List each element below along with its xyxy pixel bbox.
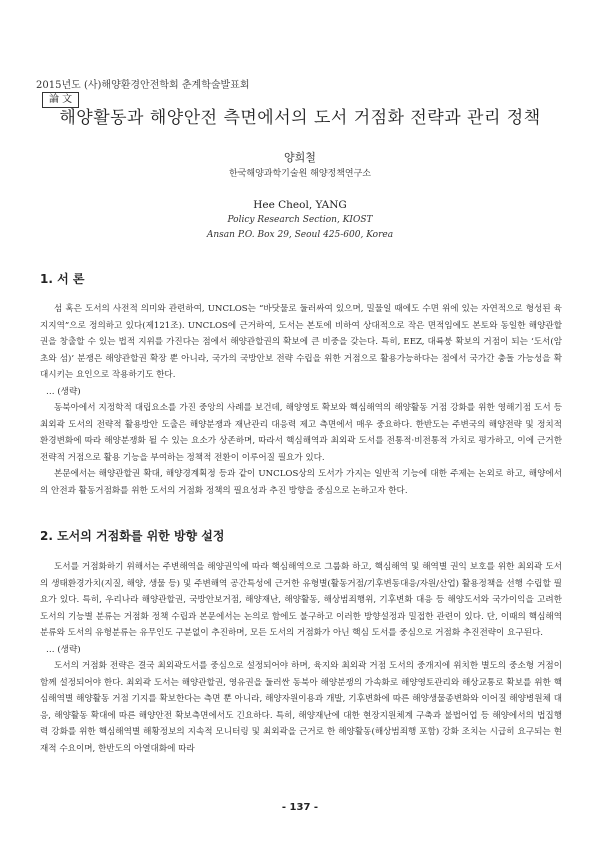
omission-note: … (생략) xyxy=(46,644,81,655)
author-name-ko: 양희철 xyxy=(284,151,316,164)
paper-type-badge: 論 文 xyxy=(42,92,79,108)
paper-title: 해양활동과 해양안전 측면에서의 도서 거점화 전략과 관리 정책 xyxy=(59,108,541,128)
author-affiliation-en-2: Ansan P.O. Box 29, Seoul 425-600, Korea xyxy=(206,230,394,240)
paragraph: 동북아에서 지정학적 대립요소를 가진 중앙의 사례를 보건데, 해양영토 확보와 핵심해역의 해양활동 거점 강화를 위한 영해기점 도서 등 최외곽 도서의 전략적 활용방안 도출은 해양분쟁과 재난관리 대응력 제고 측면에서 매우 중요하다. 한반도는 주변국의 해양전략 및 정치적 환경변화에 따라 해양분쟁화 될 수 있는 요소가 상존하며, 따라서 핵심해역과 최외곽 도서를 전통적·비전통적 가치로 평가하고, 이에 근거한 전략적 거점으로 활용 기능을 부여하는 정책적 전환이 이루어질 필요가 있다. xyxy=(40,403,562,463)
section-body-introduction xyxy=(40,301,562,499)
section-heading-direction: 2. 도서의 거점화를 위한 방향 설정 xyxy=(40,529,225,543)
conference-header: 2015년도 (사)해양환경안전학회 춘계학술발표회 xyxy=(36,80,250,91)
author-name-en: Hee Cheol, YANG xyxy=(253,199,347,211)
author-affiliation-en-1: Policy Research Section, KIOST xyxy=(227,215,373,225)
omission-note: … (생략) xyxy=(46,386,81,397)
paragraph: 섬 혹은 도서의 사전적 의미와 관련하여, UNCLOS는 “바닷물로 둘러싸여 있으며, 밀물일 때에도 수면 위에 있는 자연적으로 형성된 육지지역”으로 정의하고 있다(제121조). UNCLOS에 근거하여, 도서는 본토에 비하여 상대적으로 작은 면적임에도 본토와 동일한 해양관할권을 창출할 수 있는 법적 지위를 가진다는 점에서 해양관할권의 확보에 큰 비중을 갖는다. 특히, EEZ, 대륙붕 확보의 거점이 되는 ‘도서(암초와 섬)’ 분쟁은 해양관할권 확장 뿐 아니라, 국가의 국방안보 전략 수립을 위한 거점으로 활용가능하다는 점에서 국가간 충돌 가능성을 확대시키는 요인으로 작용하기도 한다. xyxy=(40,304,562,380)
section-body-direction xyxy=(40,559,562,757)
paragraph: 본문에서는 해양관할권 확대, 해양경계획정 등과 같이 UNCLOS상의 도서가 가지는 일반적 기능에 대한 주제는 논외로 하고, 해양에서의 안전과 활동거점화를 위한 도서의 거점화 정책의 필요성과 추진 방향을 중심으로 논하고자 한다. xyxy=(40,469,562,496)
paragraph: 도서의 거점화 전략은 결국 최외곽도서를 중심으로 설정되어야 하며, 육지와 최외곽 거점 도서의 중개지에 위치한 별도의 중소형 거점이 함께 설정되어야 한다. 최외곽 도서는 해양관할권, 영유권을 둘러싼 동북아 해양분쟁의 가속화로 해양영토관리와 해상교통로 확보를 위한 핵심해역별 해양활동 거점 기지를 확보한다는 측면 뿐 아니라, 해양자원이용과 개발, 기후변화에 따른 해양생물종변화와 이어질 해양병원체 대응, 해양활동 확대에 따른 해양안전 확보측면에서도 긴요하다. 특히, 해양재난에 대한 현장지원체계 구축과 불법어업 등 해양에서의 법집행력 강화를 위한 핵심해역별 해황정보의 지속적 모니터링 및 최외곽을 근거로 한 해양활동(해상범죄행 포함) 강화 조치는 시급히 요구되는 현재적 수요이며, 한반도의 아열대화에 따라 xyxy=(40,661,562,754)
section-heading-introduction: 1. 서 론 xyxy=(40,272,85,286)
page-number: - 137 - xyxy=(281,802,319,813)
author-affiliation-ko: 한국해양과학기술원 해양정책연구소 xyxy=(229,169,371,179)
paragraph: 도서를 거점화하기 위해서는 주변해역을 해양권익에 따라 핵심해역으로 그룹화 하고, 핵심해역 및 해역별 권익 보호를 위한 최외곽 도서의 생태환경가치(지질, 해양, 생물 등) 및 주변해역 공간특성에 근거한 유형별(활동거점/기후변동대응/자원/산업) 활용정책을 선행 수립할 필요가 있다. 특히, 우리나라 해양관할권, 국방안보거점, 해양재난, 해양활동, 해상범죄행위, 기후변화 대응 등 해양도서와 국가이익을 고려한 도서의 기능별 분류는 거점화 정책 수립과 본문에서는 논의로 함에도 불구하고 이러한 방향설정과 밀접한 관련이 있다. 단, 이때의 핵심해역 분류와 도서의 유형분류는 유무인도 구분없이 추진하며, 모든 도서의 거점화가 아닌 핵심 도서를 중심으로 거점화 추진전략이 요구된다. xyxy=(40,562,562,638)
